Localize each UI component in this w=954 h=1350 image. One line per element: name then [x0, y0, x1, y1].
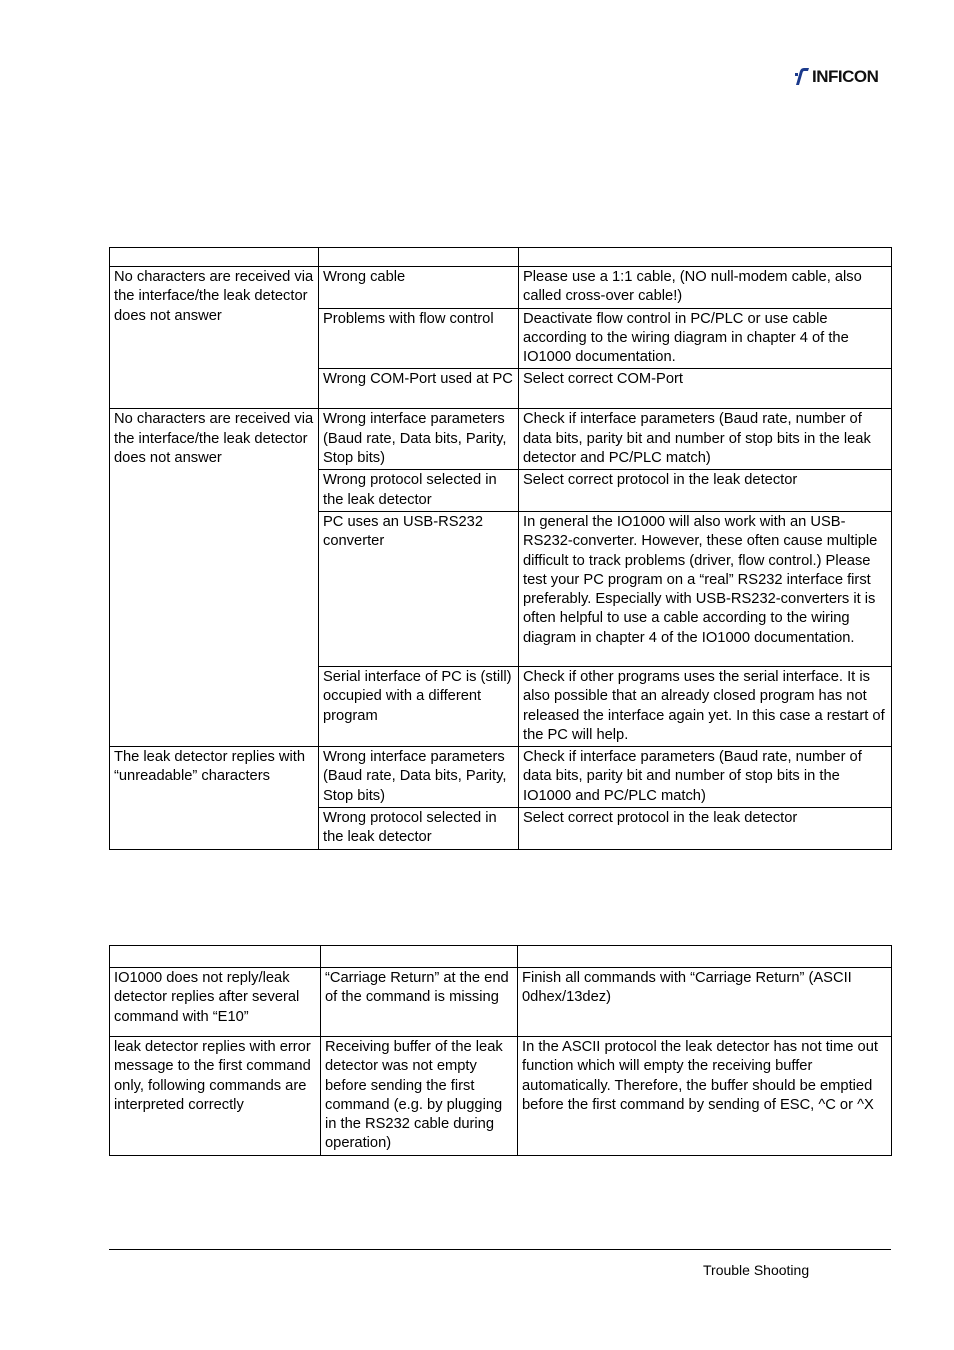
remedy-cell: Please use a 1:1 cable, (NO null-modem cable, also called cross-over cable!): [519, 267, 892, 309]
cause-cell: PC uses an USB-RS232 converter: [319, 511, 519, 666]
footer-divider: [109, 1249, 891, 1250]
table-row: [110, 1037, 892, 1156]
inficon-emblem-icon: [794, 67, 810, 87]
remedy-cell: Select correct protocol in the leak detector: [519, 808, 892, 850]
remedy-cell: Check if interface parameters (Baud rate, number of data bits, parity bit and number of stop bits in the IO1000 and PC/PLC match): [519, 747, 892, 808]
table-row: [110, 409, 892, 470]
problem-cell: No characters are received via the interface/the leak detector does not answer: [110, 409, 319, 747]
table-row: [110, 267, 892, 309]
inficon-logo: [794, 67, 878, 87]
problem-cell: The leak detector replies with “unreadable” characters: [110, 747, 319, 849]
cause-cell: Receiving buffer of the leak detector was not empty before sending the first command (e.g. by plugging in the RS232 cable during operation): [321, 1037, 518, 1156]
cause-cell: Wrong protocol selected in the leak detector: [319, 470, 519, 512]
cause-cell: Problems with flow control: [319, 308, 519, 369]
cause-cell: Wrong COM-Port used at PC: [319, 369, 519, 409]
table-header-row: [110, 946, 892, 968]
remedy-cell: Check if interface parameters (Baud rate, number of data bits, parity bit and number of stop bits in the leak detector and PC/PLC match): [519, 409, 892, 470]
problem-cell: IO1000 does not reply/leak detector replies after several command with “E10”: [110, 968, 321, 1037]
cause-cell: Serial interface of PC is (still) occupied with a different program: [319, 666, 519, 746]
cause-cell: Wrong interface parameters (Baud rate, Data bits, Parity, Stop bits): [319, 409, 519, 470]
remedy-cell: Finish all commands with “Carriage Return” (ASCII 0dhex/13dez): [518, 968, 892, 1037]
problem-cell: No characters are received via the interface/the leak detector does not answer: [110, 267, 319, 409]
remedy-cell: Deactivate flow control in PC/PLC or use cable according to the wiring diagram in chapter 4 of the IO1000 documentation.: [519, 308, 892, 369]
remedy-cell: In general the IO1000 will also work with an USB-RS232-converter. However, these often cause multiple difficult to track problems (driver, flow control.) Please test your PC program on a “real” RS232 interface first preferably. Especially with USB-RS232-converters it is often helpful to use a cable according to the wiring diagram in chapter 4 of the IO1000 documentation.: [519, 511, 892, 666]
footer-section-title: Trouble Shooting: [703, 1262, 810, 1278]
cause-cell: “Carriage Return” at the end of the command is missing: [321, 968, 518, 1037]
cause-cell: Wrong interface parameters (Baud rate, Data bits, Parity, Stop bits): [319, 747, 519, 808]
remedy-cell: In the ASCII protocol the leak detector has not time out function which will empty the receiving buffer automatically. Therefore, the buffer should be emptied before the first command by sending of ESC, ^C or ^X: [518, 1037, 892, 1156]
cause-cell: Wrong cable: [319, 267, 519, 309]
remedy-cell: Select correct protocol in the leak detector: [519, 470, 892, 512]
table-header-row: [110, 248, 892, 267]
table-row: [110, 968, 892, 1037]
remedy-cell: Check if other programs uses the serial interface. It is also possible that an already closed program has not released the interface again yet. In this case a restart of the PC will help.: [519, 666, 892, 746]
table-row: [110, 747, 892, 808]
problem-cell: leak detector replies with error message to the first command only, following commands are interpreted correctly: [110, 1037, 321, 1156]
trouble-table-interface: [109, 247, 892, 850]
logo-text: INFICON: [812, 67, 879, 86]
trouble-table-ascii: [109, 945, 892, 1156]
remedy-cell: Select correct COM-Port: [519, 369, 892, 409]
cause-cell: Wrong protocol selected in the leak detector: [319, 808, 519, 850]
